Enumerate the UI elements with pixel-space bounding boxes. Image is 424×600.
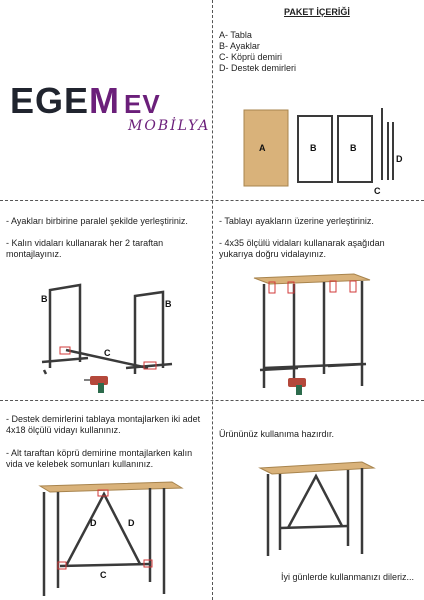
step3-tabletop (40, 482, 182, 492)
marker-6 (350, 281, 356, 292)
parts-illustration (212, 100, 424, 200)
label-c: C (374, 186, 381, 196)
horizontal-divider-1 (0, 200, 424, 202)
logo-subtitle: MOBİLYA (128, 118, 211, 134)
label-d: D (396, 154, 403, 164)
logo-wordmark: EGEM EV (10, 80, 161, 121)
label-b2: B (350, 143, 357, 153)
step2-text-1: - Tablayı ayakların üzerine yerleştiriniz. (219, 216, 374, 226)
step2-illustration (212, 268, 424, 400)
step4-text-1: Ürününüz kullanıma hazırdır. (219, 429, 335, 439)
package-contents-title: PAKET İÇERİĞİ (284, 7, 350, 17)
step3-text-1: - Destek demirlerini tablaya montajlarken iki adet 4x18 ölçülü vidayı kullanınız. (6, 414, 201, 435)
drill-icon (84, 376, 108, 393)
horizontal-divider-2 (0, 400, 424, 402)
step3-illustration (0, 478, 212, 600)
label-b1: B (310, 143, 317, 153)
label-b-right: B (165, 299, 172, 309)
step1-illustration (0, 270, 212, 400)
part-item-b: B- Ayaklar (219, 41, 260, 51)
label-d-right: D (128, 518, 135, 528)
marker-5 (330, 281, 336, 292)
label-c-step3: C (100, 570, 107, 580)
step1-text-1: - Ayakları birbirine paralel şekilde yerleştiriniz. (6, 216, 188, 226)
part-a-tabletop (244, 110, 288, 186)
part-item-a: A- Tabla (219, 30, 252, 40)
label-a: A (259, 143, 266, 153)
label-c-step1: C (104, 348, 111, 358)
part-item-c: C- Köprü demiri (219, 52, 283, 62)
part-item-d: D- Destek demirleri (219, 63, 297, 73)
label-d-left: D (90, 518, 97, 528)
drill-icon-2 (288, 378, 306, 395)
step4-illustration (212, 458, 424, 568)
step2-text-2: - 4x35 ölçülü vidaları kullanarak aşağıdan yukarıya doğru vidalayınız. (219, 238, 385, 259)
step4-text-2: İyi günlerde kullanmanızı dileriz... (281, 572, 415, 582)
step3-text-2: - Alt taraftan köprü demirine montajlarken kalın vida ve kelebek somunları kullanınız. (6, 448, 193, 469)
brand-logo (10, 80, 211, 140)
step4-tabletop (260, 462, 374, 474)
parts-list (219, 30, 296, 74)
label-b-left: B (41, 294, 48, 304)
step1-text-2: - Kalın vidaları kullanarak her 2 taraftan montajlayınız. (6, 238, 164, 259)
